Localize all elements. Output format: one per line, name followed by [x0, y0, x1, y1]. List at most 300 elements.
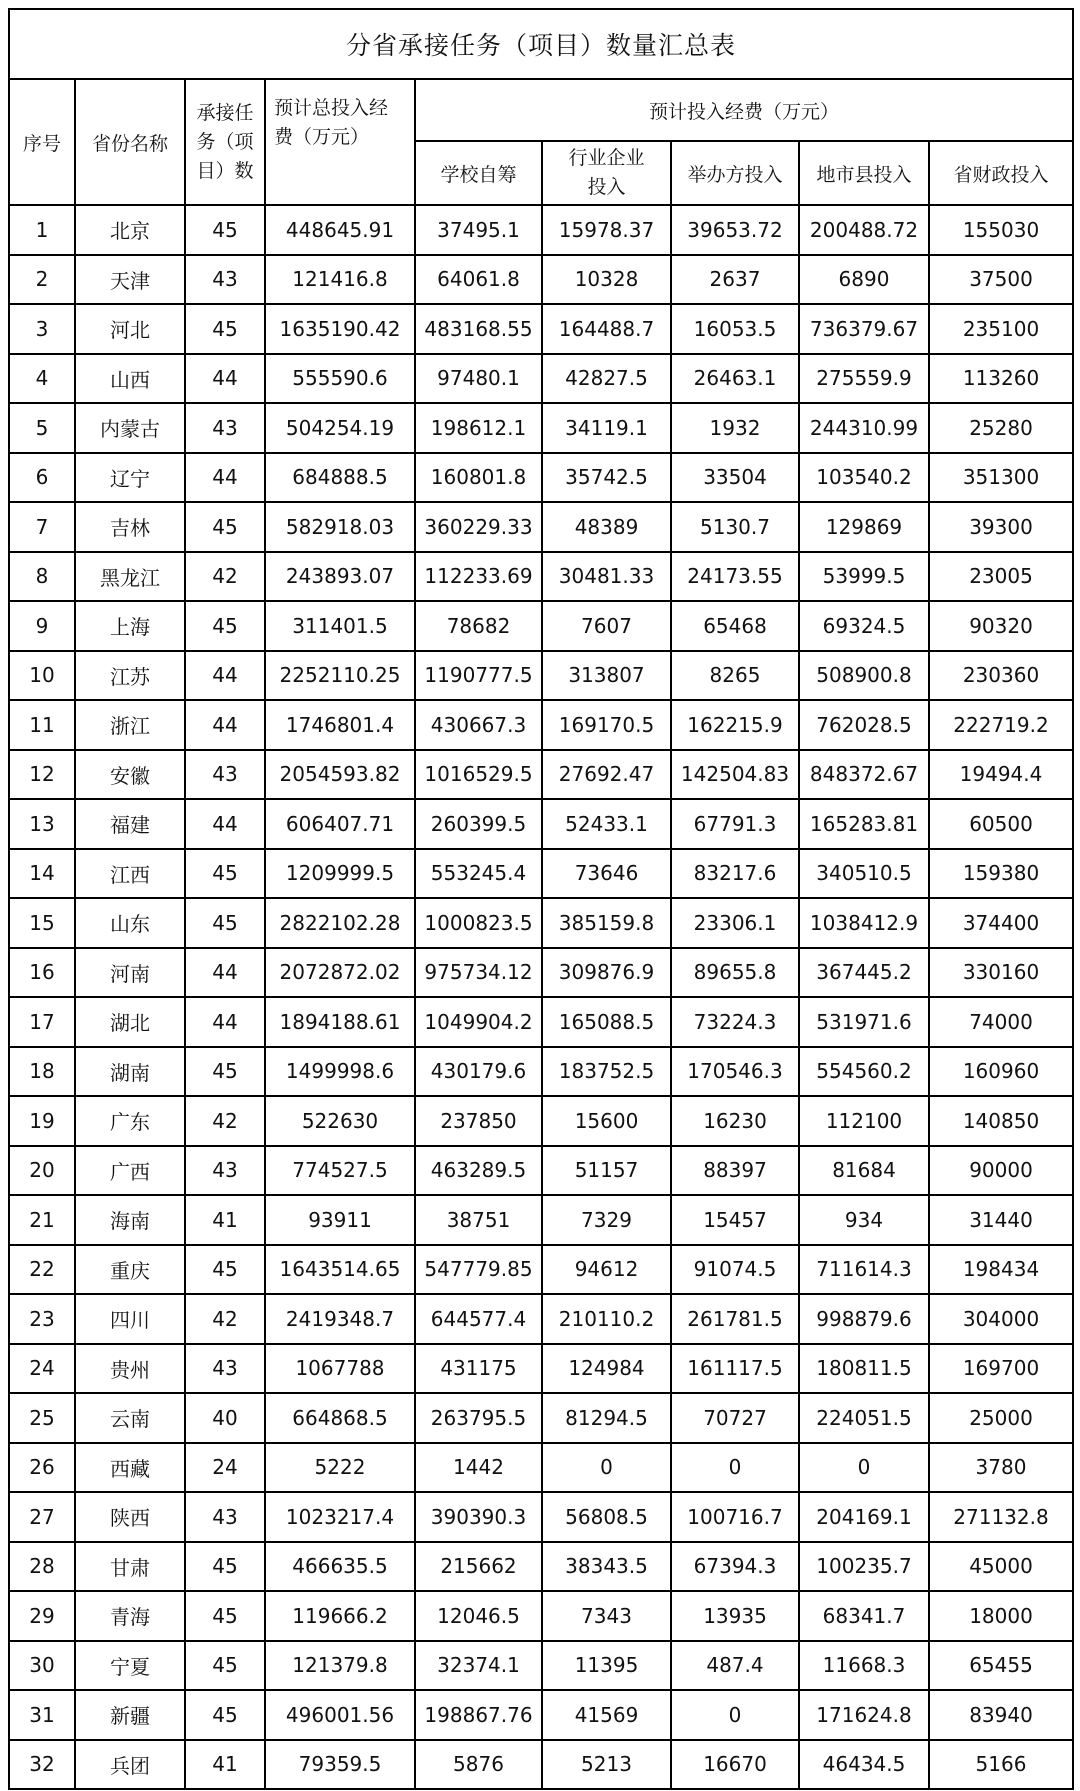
local-cell: 46434.5 [799, 1740, 929, 1790]
province-cell: 浙江 [75, 700, 185, 750]
table-row [9, 304, 1073, 354]
local-cell: 340510.5 [799, 849, 929, 899]
total-cell: 1894188.61 [265, 997, 415, 1047]
industry-cell: 15978.37 [542, 205, 671, 255]
seq-cell: 2 [9, 255, 75, 305]
school-cell: 64061.8 [415, 255, 542, 305]
provincial-cell: 155030 [929, 205, 1073, 255]
organizer-cell: 16053.5 [671, 304, 799, 354]
province-cell: 北京 [75, 205, 185, 255]
industry-cell: 41569 [542, 1690, 671, 1740]
school-cell: 198867.76 [415, 1690, 542, 1740]
tasks-cell: 43 [185, 1146, 265, 1196]
seq-cell: 30 [9, 1641, 75, 1691]
industry-cell: 30481.33 [542, 552, 671, 602]
local-cell: 711614.3 [799, 1245, 929, 1295]
total-cell: 522630 [265, 1096, 415, 1146]
industry-cell: 309876.9 [542, 948, 671, 998]
total-cell: 555590.6 [265, 354, 415, 404]
table-row [9, 1047, 1073, 1097]
seq-cell: 32 [9, 1740, 75, 1790]
provincial-cell: 113260 [929, 354, 1073, 404]
provincial-cell: 169700 [929, 1344, 1073, 1394]
school-cell: 431175 [415, 1344, 542, 1394]
seq-cell: 10 [9, 651, 75, 701]
industry-cell: 124984 [542, 1344, 671, 1394]
tasks-cell: 44 [185, 799, 265, 849]
seq-cell: 9 [9, 601, 75, 651]
table-row [9, 1443, 1073, 1493]
tasks-cell: 45 [185, 1047, 265, 1097]
header-provincial: 省财政投入 [929, 141, 1073, 205]
tasks-cell: 45 [185, 898, 265, 948]
local-cell: 224051.5 [799, 1393, 929, 1443]
province-cell: 上海 [75, 601, 185, 651]
seq-cell: 24 [9, 1344, 75, 1394]
local-cell: 508900.8 [799, 651, 929, 701]
total-cell: 2252110.25 [265, 651, 415, 701]
local-cell: 112100 [799, 1096, 929, 1146]
table-row [9, 651, 1073, 701]
local-cell: 934 [799, 1195, 929, 1245]
school-cell: 390390.3 [415, 1492, 542, 1542]
seq-cell: 16 [9, 948, 75, 998]
table-row [9, 1294, 1073, 1344]
seq-cell: 1 [9, 205, 75, 255]
header-local: 地市县投入 [799, 141, 929, 205]
industry-cell: 15600 [542, 1096, 671, 1146]
organizer-cell: 67791.3 [671, 799, 799, 849]
table-row [9, 1641, 1073, 1691]
province-cell: 宁夏 [75, 1641, 185, 1691]
industry-cell: 35742.5 [542, 453, 671, 503]
total-cell: 93911 [265, 1195, 415, 1245]
province-cell: 安徽 [75, 750, 185, 800]
total-cell: 2822102.28 [265, 898, 415, 948]
header-province: 省份名称 [75, 79, 185, 205]
table-row [9, 453, 1073, 503]
provincial-cell: 45000 [929, 1542, 1073, 1592]
school-cell: 553245.4 [415, 849, 542, 899]
industry-cell: 42827.5 [542, 354, 671, 404]
tasks-cell: 43 [185, 255, 265, 305]
provincial-cell: 304000 [929, 1294, 1073, 1344]
school-cell: 260399.5 [415, 799, 542, 849]
organizer-cell: 88397 [671, 1146, 799, 1196]
organizer-cell: 15457 [671, 1195, 799, 1245]
tasks-cell: 45 [185, 1641, 265, 1691]
tasks-cell: 42 [185, 1096, 265, 1146]
total-cell: 311401.5 [265, 601, 415, 651]
province-cell: 江苏 [75, 651, 185, 701]
organizer-cell: 170546.3 [671, 1047, 799, 1097]
tasks-cell: 45 [185, 502, 265, 552]
provincial-cell: 330160 [929, 948, 1073, 998]
school-cell: 1000823.5 [415, 898, 542, 948]
industry-cell: 7607 [542, 601, 671, 651]
province-cell: 福建 [75, 799, 185, 849]
local-cell: 6890 [799, 255, 929, 305]
organizer-cell: 162215.9 [671, 700, 799, 750]
table-row [9, 1245, 1073, 1295]
local-cell: 100235.7 [799, 1542, 929, 1592]
table-row [9, 799, 1073, 849]
industry-cell: 313807 [542, 651, 671, 701]
tasks-cell: 45 [185, 849, 265, 899]
local-cell: 275559.9 [799, 354, 929, 404]
header-tasks: 承接任务（项目）数 [185, 79, 265, 205]
table-row [9, 700, 1073, 750]
total-cell: 79359.5 [265, 1740, 415, 1790]
header-seq: 序号 [9, 79, 75, 205]
provincial-cell: 3780 [929, 1443, 1073, 1493]
table-row [9, 948, 1073, 998]
table-row [9, 1344, 1073, 1394]
industry-cell: 11395 [542, 1641, 671, 1691]
school-cell: 5876 [415, 1740, 542, 1790]
school-cell: 12046.5 [415, 1591, 542, 1641]
seq-cell: 12 [9, 750, 75, 800]
industry-cell: 0 [542, 1443, 671, 1493]
organizer-cell: 0 [671, 1690, 799, 1740]
total-cell: 466635.5 [265, 1542, 415, 1592]
school-cell: 360229.33 [415, 502, 542, 552]
total-cell: 1067788 [265, 1344, 415, 1394]
province-cell: 吉林 [75, 502, 185, 552]
industry-cell: 51157 [542, 1146, 671, 1196]
school-cell: 263795.5 [415, 1393, 542, 1443]
total-cell: 1499998.6 [265, 1047, 415, 1097]
provincial-cell: 235100 [929, 304, 1073, 354]
province-cell: 四川 [75, 1294, 185, 1344]
local-cell: 736379.67 [799, 304, 929, 354]
industry-cell: 165088.5 [542, 997, 671, 1047]
total-cell: 1635190.42 [265, 304, 415, 354]
provincial-cell: 140850 [929, 1096, 1073, 1146]
provincial-cell: 374400 [929, 898, 1073, 948]
province-cell: 云南 [75, 1393, 185, 1443]
table-row [9, 750, 1073, 800]
seq-cell: 18 [9, 1047, 75, 1097]
header-industry: 行业企业投入 [542, 141, 671, 205]
table-row [9, 997, 1073, 1047]
seq-cell: 22 [9, 1245, 75, 1295]
seq-cell: 17 [9, 997, 75, 1047]
total-cell: 1746801.4 [265, 700, 415, 750]
seq-cell: 23 [9, 1294, 75, 1344]
industry-cell: 48389 [542, 502, 671, 552]
total-cell: 504254.19 [265, 403, 415, 453]
tasks-cell: 44 [185, 700, 265, 750]
seq-cell: 19 [9, 1096, 75, 1146]
total-cell: 5222 [265, 1443, 415, 1493]
provincial-cell: 198434 [929, 1245, 1073, 1295]
provincial-cell: 160960 [929, 1047, 1073, 1097]
local-cell: 531971.6 [799, 997, 929, 1047]
organizer-cell: 65468 [671, 601, 799, 651]
total-cell: 606407.71 [265, 799, 415, 849]
seq-cell: 26 [9, 1443, 75, 1493]
organizer-cell: 89655.8 [671, 948, 799, 998]
provincial-cell: 37500 [929, 255, 1073, 305]
school-cell: 160801.8 [415, 453, 542, 503]
tasks-cell: 44 [185, 997, 265, 1047]
table-row [9, 1146, 1073, 1196]
school-cell: 1190777.5 [415, 651, 542, 701]
total-cell: 121379.8 [265, 1641, 415, 1691]
table-row [9, 552, 1073, 602]
table-row [9, 849, 1073, 899]
province-cell: 广西 [75, 1146, 185, 1196]
province-cell: 黑龙江 [75, 552, 185, 602]
organizer-cell: 33504 [671, 453, 799, 503]
tasks-cell: 45 [185, 1542, 265, 1592]
provincial-cell: 83940 [929, 1690, 1073, 1740]
header-total-investment: 预计总投入经费（万元） [265, 79, 415, 205]
organizer-cell: 2637 [671, 255, 799, 305]
seq-cell: 20 [9, 1146, 75, 1196]
provincial-cell: 222719.2 [929, 700, 1073, 750]
organizer-cell: 16670 [671, 1740, 799, 1790]
seq-cell: 25 [9, 1393, 75, 1443]
school-cell: 97480.1 [415, 354, 542, 404]
province-cell: 江西 [75, 849, 185, 899]
province-cell: 广东 [75, 1096, 185, 1146]
school-cell: 430667.3 [415, 700, 542, 750]
organizer-cell: 16230 [671, 1096, 799, 1146]
local-cell: 103540.2 [799, 453, 929, 503]
local-cell: 1038412.9 [799, 898, 929, 948]
provincial-cell: 39300 [929, 502, 1073, 552]
organizer-cell: 39653.72 [671, 205, 799, 255]
provincial-cell: 159380 [929, 849, 1073, 899]
organizer-cell: 83217.6 [671, 849, 799, 899]
local-cell: 200488.72 [799, 205, 929, 255]
total-cell: 119666.2 [265, 1591, 415, 1641]
seq-cell: 7 [9, 502, 75, 552]
province-cell: 西藏 [75, 1443, 185, 1493]
organizer-cell: 142504.83 [671, 750, 799, 800]
header-investment-group: 预计投入经费（万元） [415, 79, 1073, 141]
school-cell: 483168.55 [415, 304, 542, 354]
tasks-cell: 42 [185, 552, 265, 602]
school-cell: 975734.12 [415, 948, 542, 998]
summary-table [8, 8, 1074, 1790]
province-cell: 重庆 [75, 1245, 185, 1295]
industry-cell: 210110.2 [542, 1294, 671, 1344]
local-cell: 367445.2 [799, 948, 929, 998]
total-cell: 2072872.02 [265, 948, 415, 998]
total-cell: 121416.8 [265, 255, 415, 305]
seq-cell: 29 [9, 1591, 75, 1641]
province-cell: 辽宁 [75, 453, 185, 503]
organizer-cell: 5130.7 [671, 502, 799, 552]
local-cell: 69324.5 [799, 601, 929, 651]
industry-cell: 10328 [542, 255, 671, 305]
table-row [9, 1096, 1073, 1146]
table-row [9, 205, 1073, 255]
organizer-cell: 26463.1 [671, 354, 799, 404]
organizer-cell: 261781.5 [671, 1294, 799, 1344]
organizer-cell: 487.4 [671, 1641, 799, 1691]
local-cell: 762028.5 [799, 700, 929, 750]
school-cell: 32374.1 [415, 1641, 542, 1691]
school-cell: 198612.1 [415, 403, 542, 453]
school-cell: 112233.69 [415, 552, 542, 602]
seq-cell: 4 [9, 354, 75, 404]
tasks-cell: 45 [185, 601, 265, 651]
seq-cell: 14 [9, 849, 75, 899]
tasks-cell: 44 [185, 651, 265, 701]
seq-cell: 5 [9, 403, 75, 453]
tasks-cell: 41 [185, 1195, 265, 1245]
seq-cell: 27 [9, 1492, 75, 1542]
local-cell: 165283.81 [799, 799, 929, 849]
total-cell: 448645.91 [265, 205, 415, 255]
tasks-cell: 43 [185, 1344, 265, 1394]
organizer-cell: 100716.7 [671, 1492, 799, 1542]
total-cell: 1643514.65 [265, 1245, 415, 1295]
provincial-cell: 18000 [929, 1591, 1073, 1641]
organizer-cell: 91074.5 [671, 1245, 799, 1295]
industry-cell: 5213 [542, 1740, 671, 1790]
province-cell: 山东 [75, 898, 185, 948]
tasks-cell: 24 [185, 1443, 265, 1493]
seq-cell: 21 [9, 1195, 75, 1245]
province-cell: 天津 [75, 255, 185, 305]
seq-cell: 8 [9, 552, 75, 602]
school-cell: 78682 [415, 601, 542, 651]
provincial-cell: 31440 [929, 1195, 1073, 1245]
local-cell: 554560.2 [799, 1047, 929, 1097]
school-cell: 1442 [415, 1443, 542, 1493]
organizer-cell: 23306.1 [671, 898, 799, 948]
seq-cell: 31 [9, 1690, 75, 1740]
provincial-cell: 90000 [929, 1146, 1073, 1196]
industry-cell: 38343.5 [542, 1542, 671, 1592]
total-cell: 496001.56 [265, 1690, 415, 1740]
organizer-cell: 73224.3 [671, 997, 799, 1047]
tasks-cell: 41 [185, 1740, 265, 1790]
school-cell: 1016529.5 [415, 750, 542, 800]
province-cell: 甘肃 [75, 1542, 185, 1592]
table-body [9, 205, 1073, 1789]
summary-sheet [8, 8, 1072, 1784]
tasks-cell: 44 [185, 354, 265, 404]
total-cell: 582918.03 [265, 502, 415, 552]
table-row [9, 403, 1073, 453]
seq-cell: 15 [9, 898, 75, 948]
total-cell: 1023217.4 [265, 1492, 415, 1542]
seq-cell: 13 [9, 799, 75, 849]
table-row [9, 354, 1073, 404]
local-cell: 53999.5 [799, 552, 929, 602]
table-row [9, 502, 1073, 552]
school-cell: 215662 [415, 1542, 542, 1592]
school-cell: 644577.4 [415, 1294, 542, 1344]
industry-cell: 56808.5 [542, 1492, 671, 1542]
province-cell: 内蒙古 [75, 403, 185, 453]
province-cell: 陕西 [75, 1492, 185, 1542]
organizer-cell: 24173.55 [671, 552, 799, 602]
table-title: 分省承接任务（项目）数量汇总表 [9, 9, 1073, 79]
local-cell: 11668.3 [799, 1641, 929, 1691]
province-cell: 海南 [75, 1195, 185, 1245]
local-cell: 204169.1 [799, 1492, 929, 1542]
local-cell: 171624.8 [799, 1690, 929, 1740]
table-row [9, 1492, 1073, 1542]
tasks-cell: 45 [185, 1245, 265, 1295]
table-row [9, 1690, 1073, 1740]
school-cell: 38751 [415, 1195, 542, 1245]
school-cell: 37495.1 [415, 205, 542, 255]
organizer-cell: 0 [671, 1443, 799, 1493]
industry-cell: 73646 [542, 849, 671, 899]
organizer-cell: 161117.5 [671, 1344, 799, 1394]
organizer-cell: 67394.3 [671, 1542, 799, 1592]
industry-cell: 94612 [542, 1245, 671, 1295]
school-cell: 430179.6 [415, 1047, 542, 1097]
table-row [9, 1393, 1073, 1443]
province-cell: 新疆 [75, 1690, 185, 1740]
provincial-cell: 65455 [929, 1641, 1073, 1691]
province-cell: 兵团 [75, 1740, 185, 1790]
header-school: 学校自筹 [415, 141, 542, 205]
provincial-cell: 90320 [929, 601, 1073, 651]
local-cell: 244310.99 [799, 403, 929, 453]
provincial-cell: 25280 [929, 403, 1073, 453]
tasks-cell: 43 [185, 750, 265, 800]
school-cell: 1049904.2 [415, 997, 542, 1047]
seq-cell: 28 [9, 1542, 75, 1592]
table-row [9, 1740, 1073, 1790]
local-cell: 0 [799, 1443, 929, 1493]
province-cell: 湖北 [75, 997, 185, 1047]
table-row [9, 255, 1073, 305]
local-cell: 848372.67 [799, 750, 929, 800]
province-cell: 湖南 [75, 1047, 185, 1097]
header-organizer: 举办方投入 [671, 141, 799, 205]
total-cell: 243893.07 [265, 552, 415, 602]
industry-cell: 81294.5 [542, 1393, 671, 1443]
provincial-cell: 5166 [929, 1740, 1073, 1790]
tasks-cell: 44 [185, 453, 265, 503]
table-row [9, 1195, 1073, 1245]
industry-cell: 27692.47 [542, 750, 671, 800]
organizer-cell: 8265 [671, 651, 799, 701]
seq-cell: 3 [9, 304, 75, 354]
organizer-cell: 1932 [671, 403, 799, 453]
tasks-cell: 45 [185, 205, 265, 255]
province-cell: 山西 [75, 354, 185, 404]
industry-cell: 169170.5 [542, 700, 671, 750]
provincial-cell: 19494.4 [929, 750, 1073, 800]
tasks-cell: 44 [185, 948, 265, 998]
table-row [9, 1542, 1073, 1592]
provincial-cell: 271132.8 [929, 1492, 1073, 1542]
seq-cell: 6 [9, 453, 75, 503]
tasks-cell: 43 [185, 1492, 265, 1542]
tasks-cell: 45 [185, 304, 265, 354]
industry-cell: 7343 [542, 1591, 671, 1641]
local-cell: 81684 [799, 1146, 929, 1196]
industry-cell: 385159.8 [542, 898, 671, 948]
table-row [9, 898, 1073, 948]
industry-cell: 34119.1 [542, 403, 671, 453]
school-cell: 237850 [415, 1096, 542, 1146]
province-cell: 贵州 [75, 1344, 185, 1394]
total-cell: 2419348.7 [265, 1294, 415, 1344]
